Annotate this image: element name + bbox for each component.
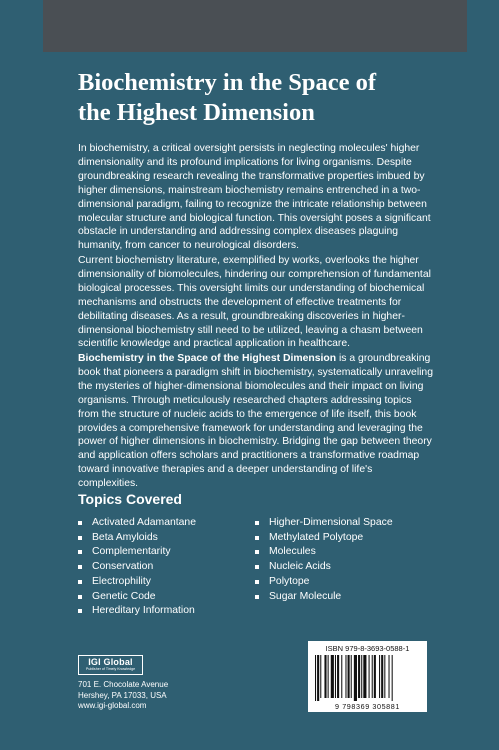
topic-label: Genetic Code — [92, 590, 156, 602]
description-paragraph-3-text: is a groundbreaking book that pioneers a paradigm shift in biochemistry, systematically unraveling the mysteries of higher-dimensional biomolecules and their impact on living organisms. Through meticulously researched chapters addressing topics from the structure of nucleic acids to the emergence of life itself, this book provides a comprehensive framework for understanding and leveraging the power of higher dimensions in biochemistry. Bridging the gap between theory and application offers scholars and practitioners a transformative roadmap toward innovative therapies and a deeper understanding of life's complexities. — [78, 353, 433, 490]
barcode-image — [315, 655, 420, 701]
description-paragraph-1: In biochemistry, a critical oversight persists in neglecting molecules' higher dimensionality and its profound implications for living organisms. Despite groundbreaking research revealing the transformative properties imbued by higher dimensions, mainstream biochemistry remains entrenched in a two-dimensional paradigm, failing to recognize the intricate relationship between molecular structure and biological function. This oversight poses a significant obstacle in understanding and addressing complex diseases plaguing humanity, from cancer to neurological disorders. — [78, 143, 431, 252]
topic-label: Hereditary Information — [92, 605, 195, 617]
topic-item — [255, 575, 393, 590]
bullet-icon — [78, 550, 82, 554]
topic-label: Complementarity — [92, 546, 171, 558]
topic-label: Conservation — [92, 561, 154, 573]
bullet-icon — [255, 536, 259, 540]
publisher-logo-tagline: Publisher of Timely Knowledge — [85, 667, 136, 671]
topics-list-left — [78, 516, 196, 619]
topic-item — [78, 590, 196, 605]
barcode-number: 9 798369 305881 — [335, 702, 400, 711]
topic-item — [255, 516, 393, 531]
topics-list-right — [255, 516, 393, 604]
topic-item — [255, 590, 393, 605]
topic-item — [78, 575, 196, 590]
topic-item — [255, 560, 393, 575]
topic-label: Higher-Dimensional Space — [269, 517, 393, 528]
topic-item — [255, 545, 393, 560]
address-line-1: 701 E. Chocolate Avenue — [78, 680, 169, 689]
description-paragraph-3 — [78, 352, 434, 491]
publisher-website: www.igi-global.com — [78, 701, 147, 711]
topic-label: Nucleic Acids — [269, 561, 331, 573]
topic-label: Electrophility — [92, 575, 151, 587]
bullet-icon — [255, 521, 259, 525]
book-title — [78, 68, 448, 128]
bullet-icon — [78, 595, 82, 599]
topic-label: Methylated Polytope — [269, 531, 364, 543]
address-line-2: Hershey, PA 17033, USA — [78, 690, 167, 700]
isbn-text: ISBN 979-8-3693-0588-1 — [325, 644, 410, 653]
topics-heading: Topics Covered — [78, 491, 182, 507]
topic-label: Beta Amyloids — [92, 531, 158, 543]
bullet-icon — [255, 595, 259, 599]
bullet-icon — [78, 536, 82, 540]
publisher-address — [78, 680, 168, 712]
bullet-icon — [78, 609, 82, 613]
barcode-label — [308, 641, 427, 712]
top-gray-band — [43, 0, 467, 52]
topic-label: Activated Adamantane — [92, 517, 196, 528]
bullet-icon — [255, 565, 259, 569]
book-title-inline: Biochemistry in the Space of the Highest Dimension — [78, 353, 337, 364]
publisher-logo-name: IGI Global — [88, 657, 133, 667]
bullet-icon — [255, 550, 259, 554]
topic-item — [78, 604, 196, 619]
topic-item — [78, 545, 196, 560]
book-title-line-1: Biochemistry in the Space of — [78, 69, 377, 96]
book-title-line-2: the Highest Dimension — [78, 99, 315, 126]
bullet-icon — [78, 565, 82, 569]
topic-label: Sugar Molecule — [269, 590, 342, 602]
topic-label: Polytope — [269, 575, 310, 587]
publisher-logo — [78, 655, 143, 675]
bullet-icon — [78, 580, 82, 584]
topic-item — [255, 531, 393, 546]
description-paragraph-2: Current biochemistry literature, exemplified by works, overlooks the higher dimensionality of biomolecules, hindering our comprehension of fundamental biological processes. This oversight limits our understanding of biochemical mechanisms and obstructs the development of effective treatments for debilitating diseases. As a result, groundbreaking discoveries in higher-dimensional biochemistry still need to be utilized, leaving a chasm between scientific knowledge and practical application in healthcare. — [78, 255, 431, 350]
topic-item — [78, 516, 196, 531]
topic-item — [78, 560, 196, 575]
topic-label: Molecules — [269, 546, 316, 558]
bullet-icon — [255, 580, 259, 584]
topic-item — [78, 531, 196, 546]
bullet-icon — [78, 521, 82, 525]
